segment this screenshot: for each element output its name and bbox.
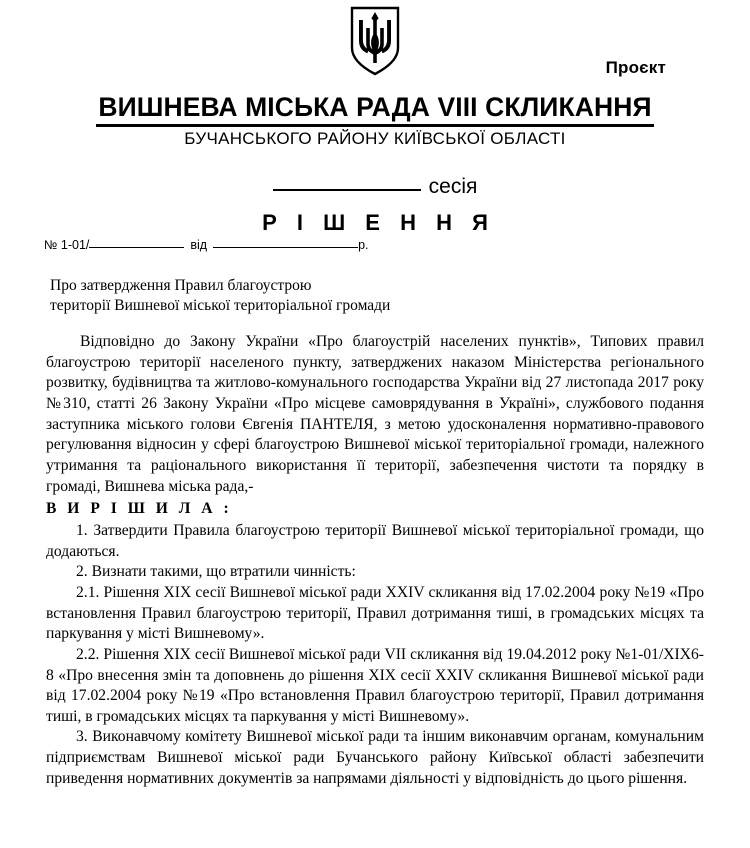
date-blank[interactable] [213,247,358,248]
organization-subtitle: БУЧАНСЬКОГО РАЙОНУ КИЇВСЬКОЇ ОБЛАСТІ [184,128,566,148]
preamble-paragraph: Відповідно до Закону України «Про благоустрій населених пунктів», Типових правил благоустрою території населеного пункту, затверджених наказом Міністерства регіонального розвитку, будівництва та житлово-комунального господарства України від 27 листопада 2017 року №310, статті 26 Закону України «Про місцеве самоврядування в Україні», службового подання заступника міського голови Євгенія ПАНТЕЛЯ, з метою удосконалення нормативно-правового регулювання відносин у сфері благоустрою Вишневої міської територіальної громади, належного утримання та раціонального використання її території, забезпечення чистоти та порядку в громаді, Вишнева міська рада,- [46,333,704,495]
document-subject [50,276,570,317]
item-2-2: 2.2. Рішення XIX сесії Вишневої міської ради VII скликання від 19.04.2012 року №1-01/XIX6-8 «Про внесення змін та доповнень до рішення XIX сесії XXIV скликання Вишневої міської ради від 17.02.2004 року №19 «Про встановлення Правил благоустрою території, Правил дотримання тиші, в громадських місцях та паркування у місті Вишневому». [46,645,704,725]
document-body [46,332,704,789]
decision-title: Р І Ш Е Н Н Я [262,210,495,235]
item-2-1: 2.1. Рішення XIX сесії Вишневої міської ради XXIV скликання від 17.02.2004 року №19 «Про встановлення Правил благоустрою території, Правил дотримання тиші, в громадських місцях та паркування у місті Вишневому». [46,583,704,643]
page-title: ВИШНЕВА МІСЬКА РАДА VIII СКЛИКАННЯ [96,94,653,127]
subject-line-1: Про затвердження Правил благоустрою [50,277,312,294]
organization-header [0,94,750,149]
number-prefix: № 1-01/ [44,238,90,252]
number-date-line [44,238,369,252]
year-suffix: р. [358,238,369,252]
date-prefix: від [190,238,208,252]
number-blank[interactable] [89,247,184,248]
subject-line-2: території Вишневої міської територіальної громади [50,297,391,315]
ukrainian-trident-coat-of-arms-icon [349,6,401,76]
item-1: 1. Затвердити Правила благоустрою території Вишневої міської територіальної громади, що додаються. [46,521,704,560]
item-3: 3. Виконавчому комітету Вишневої міської ради та іншим виконавчим органам, комунальним підприємствам Вишневої міської ради Бучанського району Київської області забезпечити приведення нормативних документів за напрямами діяльності у відповідність до цього рішення. [46,728,704,787]
resolved-heading: В И Р І Ш И Л А : [46,500,233,518]
item-2: 2. Визнати такими, що втратили чинність: [76,563,356,581]
draft-label: Проєкт [605,58,666,77]
session-label: сесія [428,175,478,198]
session-number-blank[interactable] [273,189,421,191]
session-line [0,175,750,199]
